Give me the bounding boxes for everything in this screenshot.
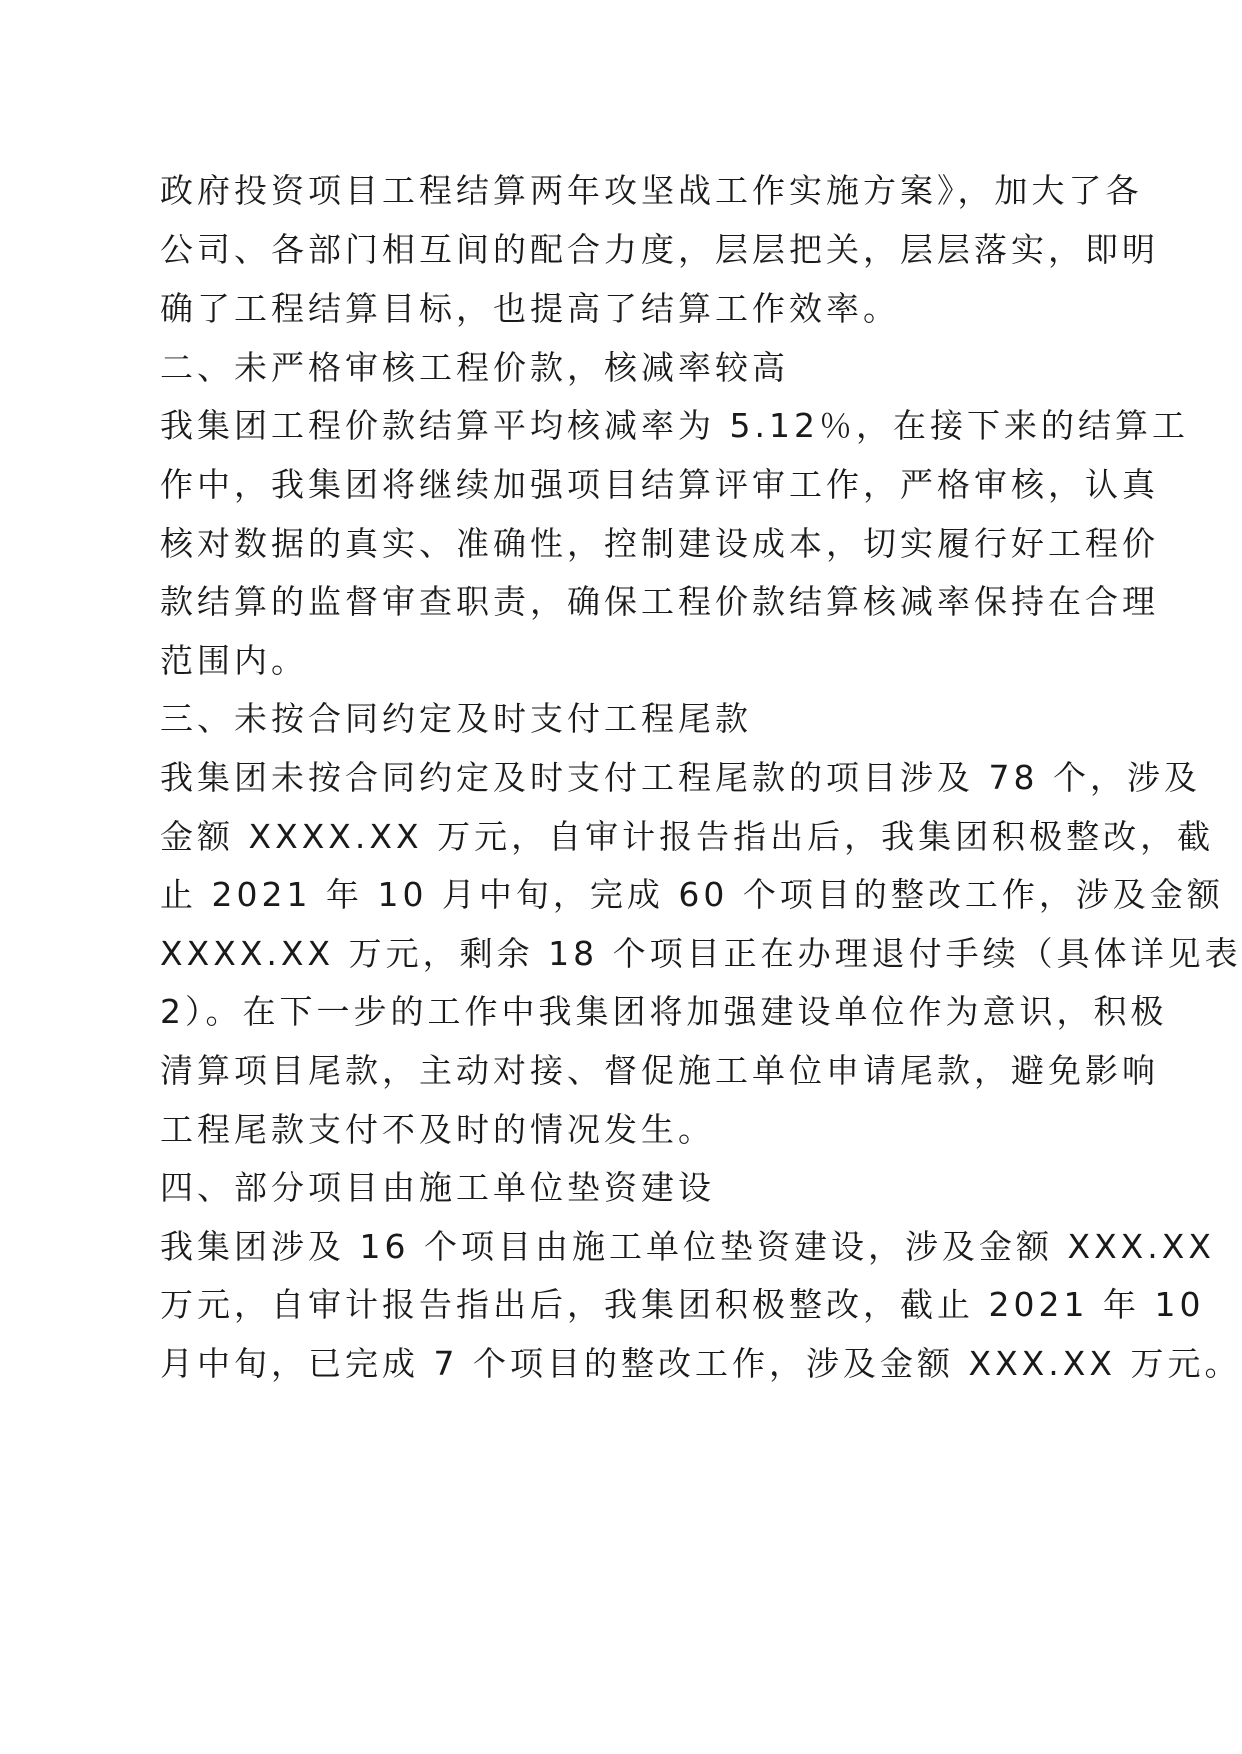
section-heading: 三、未按合同约定及时支付工程尾款 [160, 699, 752, 738]
text-line: 确了工程结算目标，也提高了结算工作效率。 [160, 289, 900, 328]
text-line: 金额 XXXX.XX 万元，自审计报告指出后，我集团积极整改，截 [160, 817, 1215, 856]
text-line: 核对数据的真实、准确性，控制建设成本，切实履行好工程价 [160, 524, 1159, 563]
text-line: 2）。在下一步的工作中我集团将加强建设单位作为意识，积极 [160, 992, 1168, 1031]
text-line: 工程尾款支付不及时的情况发生。 [160, 1110, 715, 1149]
text-line: 范围内。 [160, 641, 308, 680]
text-line: 清算项目尾款，主动对接、督促施工单位申请尾款，避免影响 [160, 1051, 1159, 1090]
text-line: 万元，自审计报告指出后，我集团积极整改，截止 2021 年 10 [160, 1285, 1205, 1324]
section-heading: 二、未严格审核工程价款，核减率较高 [160, 348, 789, 387]
text-line: 款结算的监督审查职责，确保工程价款结算核减率保持在合理 [160, 582, 1159, 621]
text-line: 公司、各部门相互间的配合力度，层层把关，层层落实，即明 [160, 230, 1159, 269]
text-line: XXXX.XX 万元，剩余 18 个项目正在办理退付手续（具体详见表 [160, 934, 1242, 973]
section-heading: 四、部分项目由施工单位垫资建设 [160, 1168, 715, 1207]
text-line: 我集团涉及 16 个项目由施工单位垫资建设，涉及金额 XXX.XX [160, 1227, 1215, 1266]
text-line: 我集团工程价款结算平均核减率为 5.12％，在接下来的结算工 [160, 406, 1189, 445]
text-line: 止 2021 年 10 月中旬，完成 60 个项目的整改工作，涉及金额 [160, 875, 1224, 914]
text-line: 我集团未按合同约定及时支付工程尾款的项目涉及 78 个，涉及 [160, 758, 1201, 797]
text-line: 作中，我集团将继续加强项目结算评审工作，严格审核，认真 [160, 465, 1159, 504]
text-line: 政府投资项目工程结算两年攻坚战工作实施方案》，加大了各 [160, 171, 1143, 210]
text-line: 月中旬，已完成 7 个项目的整改工作，涉及金额 XXX.XX 万元。 [160, 1344, 1242, 1383]
